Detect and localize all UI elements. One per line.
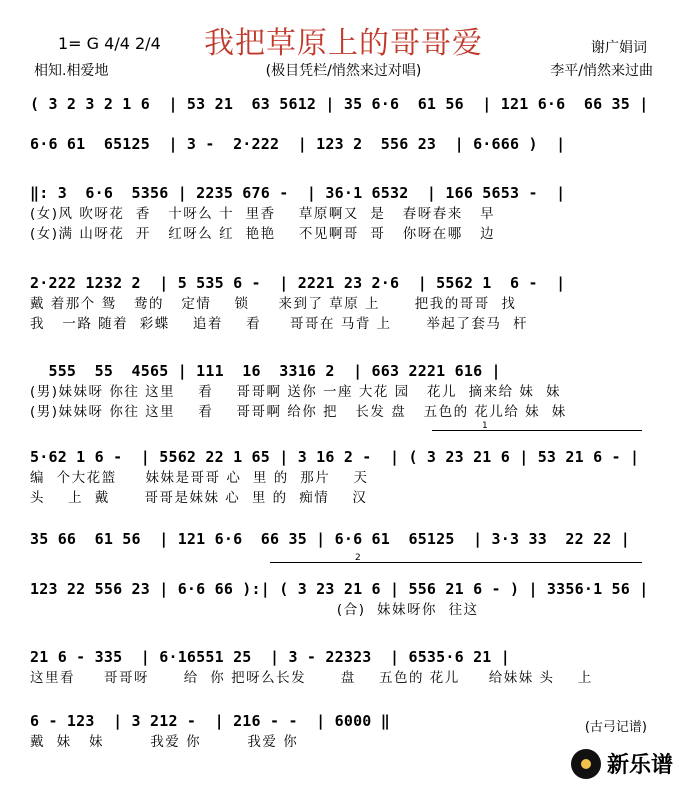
lyric-line: 这里看 哥哥呀 给 你 把呀么长发 盘 五色的 花儿 给妹妹 头 上	[30, 670, 593, 686]
lyric-line: 编 个大花篮 妹妹是哥哥 心 里 的 那片 天	[30, 470, 369, 486]
music-disc-icon	[571, 749, 601, 779]
volta-bracket-2	[270, 553, 642, 573]
notation-line: ( 3 2 3 2 1 6 | 53 21 63 5612 | 35 6·6 61 56 | 121 6·6 66 35 |	[30, 95, 649, 113]
volta-number: 1	[482, 421, 488, 431]
notation-line: 35 66 61 56 | 121 6·6 66 35 | 6·6 61 65125 | 3·3 33 22 22 |	[30, 530, 630, 548]
volta-number: 2	[355, 553, 361, 563]
lyric-line: (男)妹妹呀 你往 这里 看 哥哥啊 给你 把 长发 盘 五色的 花儿给 妹 妹	[30, 404, 567, 420]
score-system-10	[30, 710, 660, 752]
notation-line: 123 22 556 23 | 6·6 66 ):| ( 3 23 21 6 | 556 21 6 - ) | 3356·1 56 |	[30, 580, 649, 598]
lyric-line: (女)满 山呀花 开 红呀么 红 艳艳 不见啊哥 哥 你呀在哪 边	[30, 226, 496, 242]
score-system-5	[30, 360, 660, 422]
score-system-3	[30, 182, 660, 244]
lyric-line: 头 上 戴 哥哥是妹妹 心 里 的 痴情 汉	[30, 490, 368, 506]
notation-line: 2·222 1232 2 | 5 535 6 - | 2221 23 2·6 | 5562 1 6 - |	[30, 274, 566, 292]
notation-line: 6·6 61 65125 | 3 - 2·222 | 123 2 556 23 | 6·666 ) |	[30, 135, 566, 153]
key-signature: 1= G 4/4 2/4	[58, 34, 161, 53]
notation-line: 5·62 1 6 - | 5562 22 1 65 | 3 16 2 - | ( 3 23 21 6 | 53 21 6 - |	[30, 448, 640, 466]
score-system-1	[30, 93, 660, 115]
song-title: 我把草原上的哥哥爱	[204, 26, 483, 61]
lyric-line: 戴 妹 妹 我爱 你 我爱 你	[30, 734, 299, 750]
lyric-line: (女)风 吹呀花 香 十呀么 十 里香 草原啊又 是 春呀春来 早	[30, 206, 496, 222]
volta-bracket-1	[432, 421, 642, 441]
lyric-line: (合) 妹妹呀你 往这	[30, 602, 479, 618]
score-system-4	[30, 272, 660, 334]
notation-line: 21 6 - 335 | 6·16551 25 | 3 - 22323 | 6535·6 21 |	[30, 648, 510, 666]
lyric-line: (男)妹妹呀 你往 这里 看 哥哥啊 送你 一座 大花 园 花儿 摘来给 妹 妹	[30, 384, 561, 400]
lyric-line: 我 一路 随着 彩蝶 追着 看 哥哥在 马背 上 举起了套马 杆	[30, 316, 528, 332]
score-system-2	[30, 133, 660, 155]
logo-text: 新乐谱	[606, 753, 673, 778]
notation-line: 555 55 4565 | 111 16 3316 2 | 663 2221 616 |	[30, 362, 501, 380]
score-system-7	[30, 528, 660, 550]
performers-label: (极目凭栏/悄然来过对唱)	[265, 63, 422, 79]
album-label: 相知.相爱地	[34, 63, 109, 79]
score-system-8	[30, 578, 660, 620]
lyricist-label: 谢广娟词	[591, 40, 647, 56]
notation-line: ‖: 3 6·6 5356 | 2235 676 - | 36·1 6532 | 166 5653 - |	[30, 184, 566, 202]
score-system-6	[30, 446, 660, 508]
notation-line: 6 - 123 | 3 212 - | 216 - - | 6000 ‖	[30, 712, 390, 730]
score-system-9	[30, 646, 660, 688]
composer-label: 李平/悄然来过曲	[550, 63, 653, 79]
site-logo	[571, 748, 673, 779]
lyric-line: 戴 着那个 鸳 鸯的 定情 锁 来到了 草原 上 把我的哥哥 找	[30, 296, 517, 312]
transcriber-credit: (古弓记谱)	[584, 720, 647, 735]
